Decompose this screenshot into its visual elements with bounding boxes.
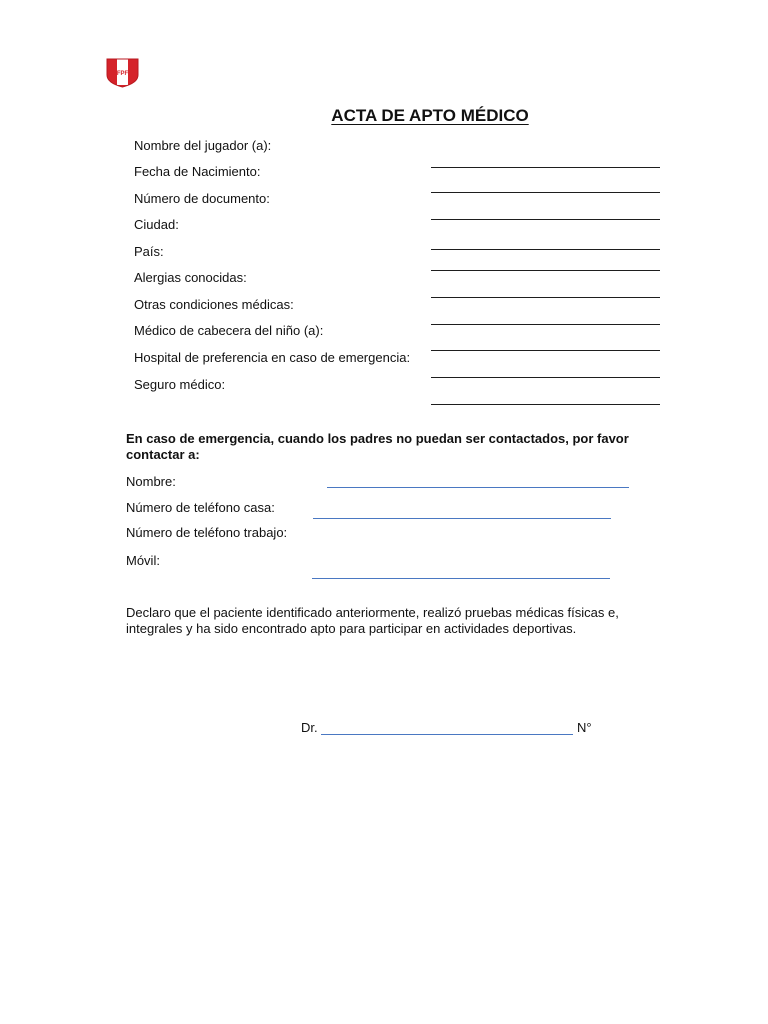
answer-line-10[interactable] <box>431 404 660 405</box>
emergency-label-movil: Móvil: <box>126 553 160 568</box>
emergency-label-telefono-trabajo: Número de teléfono trabajo: <box>126 525 288 540</box>
answer-line-4[interactable] <box>431 249 660 250</box>
emergency-line-nombre[interactable] <box>327 487 629 488</box>
signature-doctor-label: Dr. <box>301 720 318 735</box>
fpf-shield-icon <box>106 58 139 88</box>
logo-text: FPF <box>116 71 129 77</box>
answer-line-8[interactable] <box>431 350 660 351</box>
field-label-medico-cabecera: Médico de cabecera del niño (a): <box>134 323 324 338</box>
emergency-heading: En caso de emergencia, cuando los padres no puedan ser contactados, por favor contactar a: <box>126 431 629 462</box>
emergency-line-movil[interactable] <box>312 578 610 579</box>
answer-line-2[interactable] <box>431 192 660 193</box>
fpf-logo <box>106 58 139 88</box>
answer-line-5[interactable] <box>431 270 660 271</box>
signature-line[interactable] <box>321 734 573 735</box>
field-label-numero-documento: Número de documento: <box>134 191 270 206</box>
answer-line-9[interactable] <box>431 377 660 378</box>
answer-line-6[interactable] <box>431 297 660 298</box>
field-label-pais: País: <box>134 244 164 259</box>
answer-line-1[interactable] <box>431 167 660 168</box>
emergency-line-telefono[interactable] <box>313 518 611 519</box>
field-label-fecha-nacimiento: Fecha de Nacimiento: <box>134 164 261 179</box>
field-label-ciudad: Ciudad: <box>134 217 179 232</box>
declaration-text: Declaro que el paciente identificado anteriormente, realizó pruebas médicas físicas e, integrales y ha sido encontrado apto para participar en actividades deportivas. <box>126 605 619 636</box>
emergency-label-telefono-casa: Número de teléfono casa: <box>126 500 275 515</box>
field-label-alergias: Alergias conocidas: <box>134 270 247 285</box>
field-label-nombre-jugador: Nombre del jugador (a): <box>134 138 272 153</box>
field-label-seguro-medico: Seguro médico: <box>134 377 226 392</box>
field-label-otras-condiciones: Otras condiciones médicas: <box>134 297 294 312</box>
emergency-label-nombre: Nombre: <box>126 474 176 489</box>
answer-line-7[interactable] <box>431 324 660 325</box>
signature-number-label: N° <box>577 720 592 735</box>
answer-line-3[interactable] <box>431 219 660 220</box>
field-label-hospital: Hospital de preferencia en caso de emergencia: <box>134 350 411 365</box>
page-title: ACTA DE APTO MÉDICO <box>331 106 529 125</box>
